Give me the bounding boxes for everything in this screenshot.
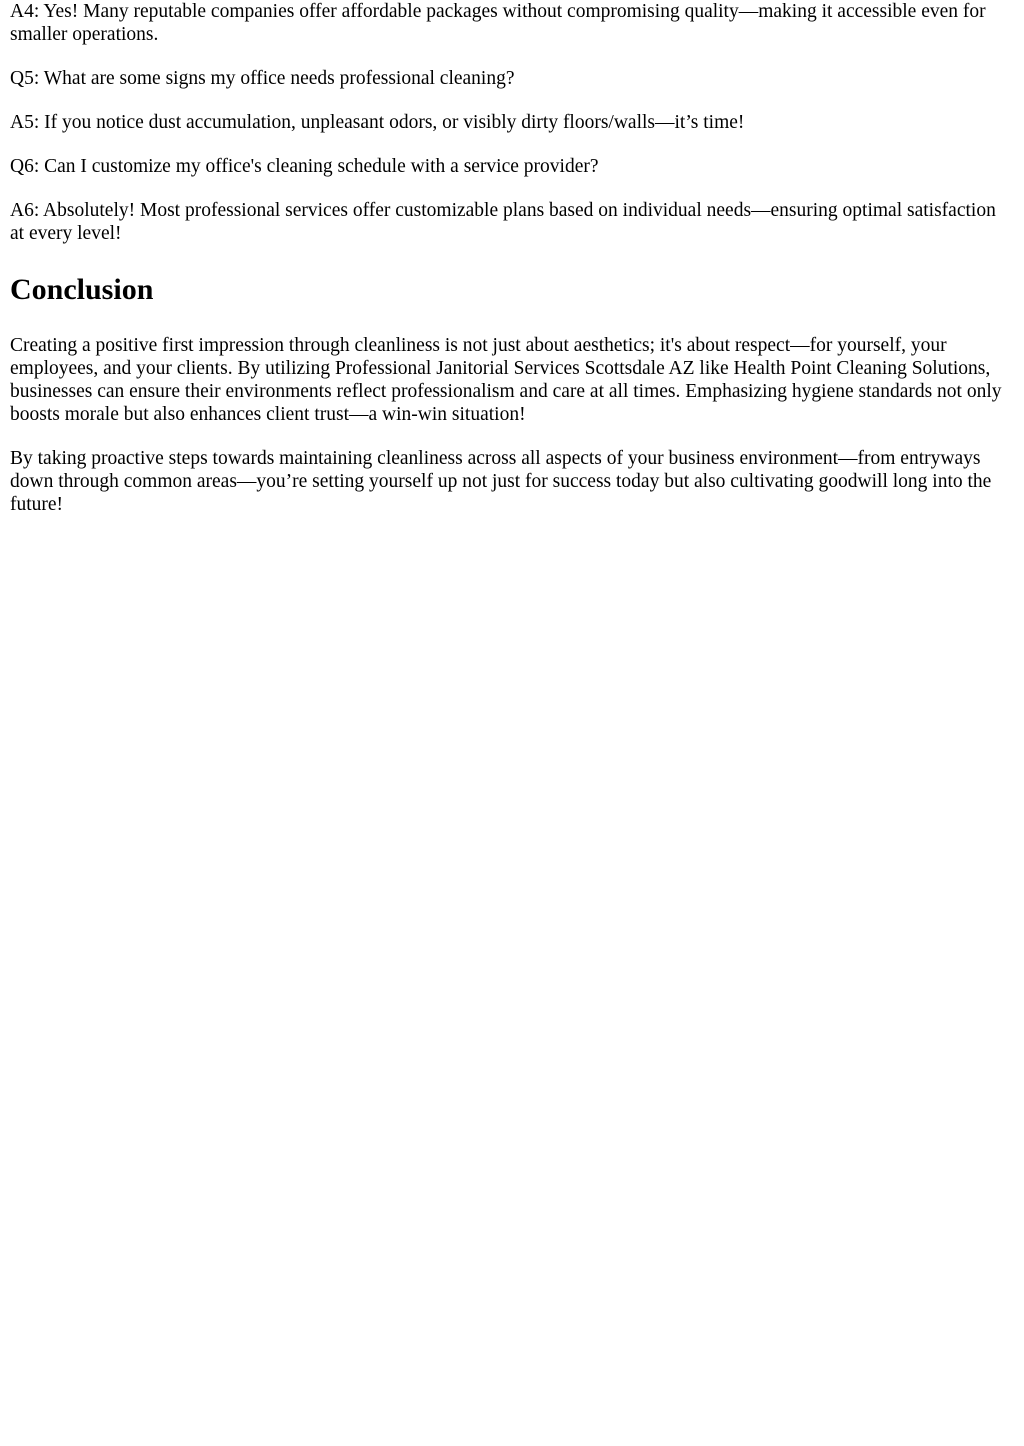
conclusion-heading: Conclusion	[10, 273, 154, 306]
faq-question-5: Q5: What are some signs my office needs professional cleaning?	[10, 68, 515, 89]
faq-question-6: Q6: Can I customize my office's cleaning schedule with a service provider?	[10, 156, 599, 177]
faq-answer-6: A6: Absolutely! Most professional services offer customizable plans based on individual needs—ensuring optimal satisfaction at every level!	[10, 200, 996, 244]
faq-answer-4: A4: Yes! Many reputable companies offer affordable packages without compromising quality—making it accessible even for smaller operations.	[10, 1, 986, 45]
faq-answer-5: A5: If you notice dust accumulation, unpleasant odors, or visibly dirty floors/walls—it’s time!	[10, 112, 745, 133]
conclusion-paragraph-2: By taking proactive steps towards maintaining cleanliness across all aspects of your business environment—from entryways down through common areas—you’re setting yourself up not just for success today but also cultivating goodwill long into the future!	[10, 448, 992, 515]
document-page	[0, 0, 1024, 516]
conclusion-paragraph-1: Creating a positive first impression through cleanliness is not just about aesthetics; it's about respect—for yourself, your employees, and your clients. By utilizing Professional Janitorial Services Scottsdale AZ like Health Point Cleaning Solutions, businesses can ensure their environments reflect professionalism and care at all times. Emphasizing hygiene standards not only boosts morale but also enhances client trust—a win-win situation!	[10, 335, 1002, 425]
